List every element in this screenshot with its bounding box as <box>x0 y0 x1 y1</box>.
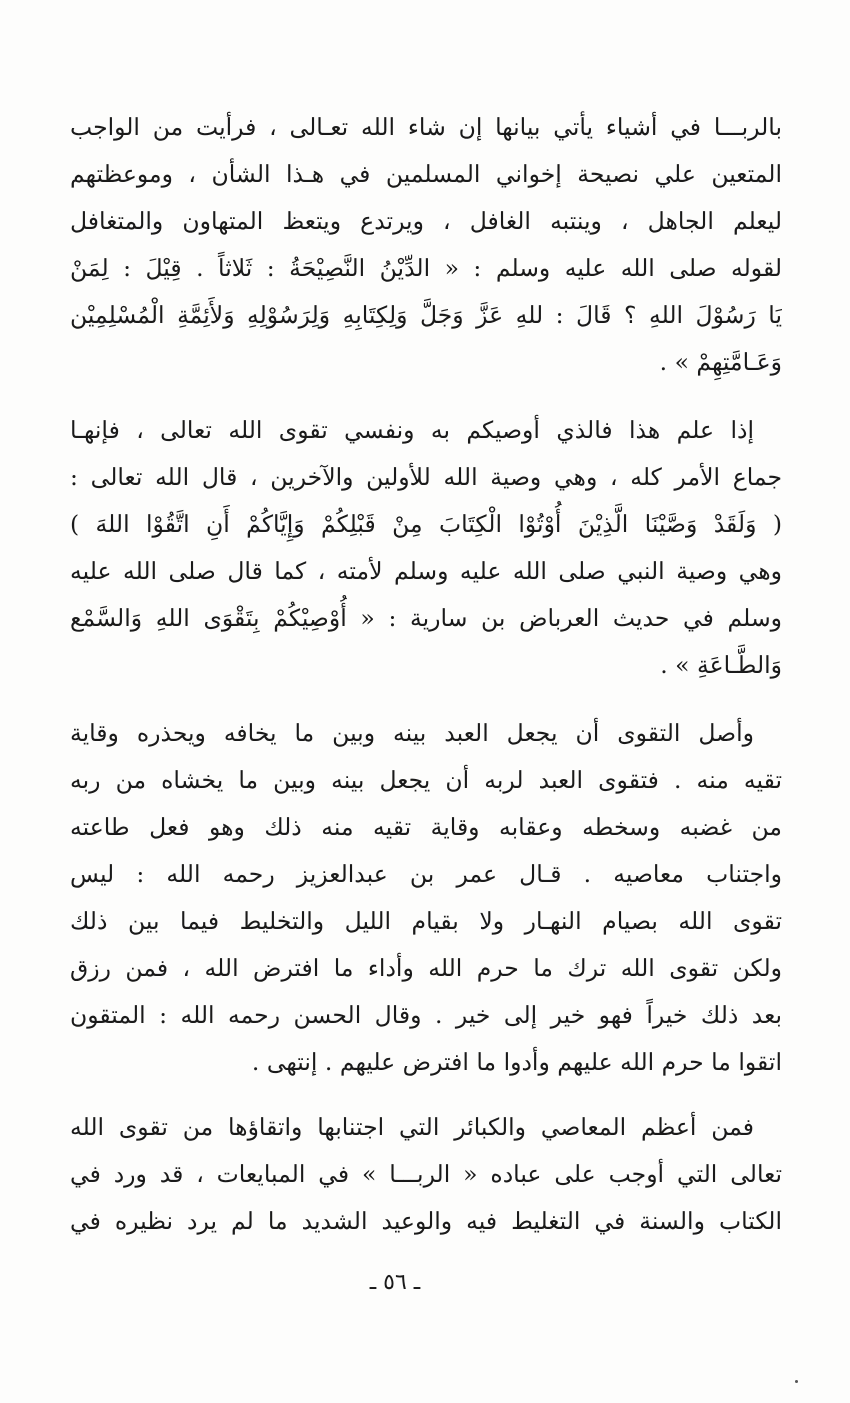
text-line: يَا رَسُوْلَ اللهِ ؟ قَالَ : للهِ عَزَّ وَجَلَّ وَلِكِتَابِهِ وَلِرَسُوْلِهِ وَلأَئِمَّةِ الْمُسْلِمِيْن <box>70 301 782 329</box>
text-line: اتقوا ما حرم الله عليهم وأدوا ما افترض عليهم . إنتهى . <box>251 1048 782 1076</box>
scan-speck <box>795 1380 798 1383</box>
page-number: ـ ٥٦ ـ <box>369 1270 421 1295</box>
text-line: واجتناب معاصيه . قـال عمر بن عبدالعزيز رحمه الله : ليس <box>70 860 782 888</box>
text-line: وأصل التقوى أن يجعل العبد بينه وبين ما يخافه ويحذره وقاية <box>70 719 754 747</box>
paragraph-2 <box>70 407 782 689</box>
text-line: لقوله صلى الله عليه وسلم : « الدِّيْنُ النَّصِيْحَةُ : ثَلاثاً . قِيْلَ : لِمَنْ <box>70 254 782 282</box>
text-line: من غضبه وسخطه وعقابه وقاية تقيه منه ذلك وهو فعل طاعته <box>70 813 782 841</box>
text-line: الكتاب والسنة في التغليط فيه والوعيد الشديد ما لم يرد نظيره في <box>70 1207 782 1235</box>
text-line: ليعلم الجاهل ، وينتبه الغافل ، ويرتدع ويتعظ المتهاون والمتغافل <box>70 207 782 235</box>
quran-verse-line: ( وَلَقَدْ وَصَّيْنَا الَّذِيْنَ أُوْتُوْا الْكِتَابَ مِنْ قَبْلِكُمْ وَإِيَّاكُمْ أَنِ اتَّقُوْا اللهَ ) <box>70 510 782 538</box>
text-line: فمن أعظم المعاصي والكبائر التي اجتنابها واتقاؤها من تقوى الله <box>70 1113 754 1141</box>
text-line: وَعَـامَّتِهِمْ » . <box>659 348 782 376</box>
text-line: تقوى الله بصيام النهـار ولا بقيام الليل والتخليط فيما بين ذلك <box>70 907 782 935</box>
paragraph-4 <box>70 1104 782 1245</box>
text-line: وَالطَّـاعَةِ » . <box>660 651 782 679</box>
text-line: جماع الأمر كله ، وهي وصية الله للأولين والآخرين ، قال الله تعالى : <box>70 463 782 491</box>
text-line: بعد ذلك خيراً فهو خير إلى خير . وقال الحسن رحمه الله : المتقون <box>70 1001 782 1029</box>
paragraph-3 <box>70 710 782 1086</box>
text-line: تقيه منه . فتقوى العبد لربه أن يجعل بينه وبين ما يخشاه من ربه <box>70 766 782 794</box>
text-line: المتعين علي نصيحة إخواني المسلمين في هـذا الشأن ، وموعظتهم <box>70 160 782 188</box>
paragraph-1 <box>70 104 782 386</box>
text-line: بالربـــا في أشياء يأتي بيانها إن شاء الله تعـالى ، فرأيت من الواجب <box>70 113 782 141</box>
text-line: إذا علم هذا فالذي أوصيكم به ونفسي تقوى الله تعالى ، فإنهـا <box>70 416 754 444</box>
text-line: تعالى التي أوجب على عباده « الربـــا » في المبايعات ، قد ورد في <box>70 1160 782 1188</box>
text-line: وهي وصية النبي صلى الله عليه وسلم لأمته ، كما قال صلى الله عليه <box>70 557 782 585</box>
text-line: وسلم في حديث العرباض بن سارية : « أُوْصِيْكُمْ بِتَقْوَى اللهِ وَالسَّمْع <box>70 604 782 632</box>
text-line: ولكن تقوى الله ترك ما حرم الله وأداء ما افترض الله ، فمن رزق <box>70 954 782 982</box>
